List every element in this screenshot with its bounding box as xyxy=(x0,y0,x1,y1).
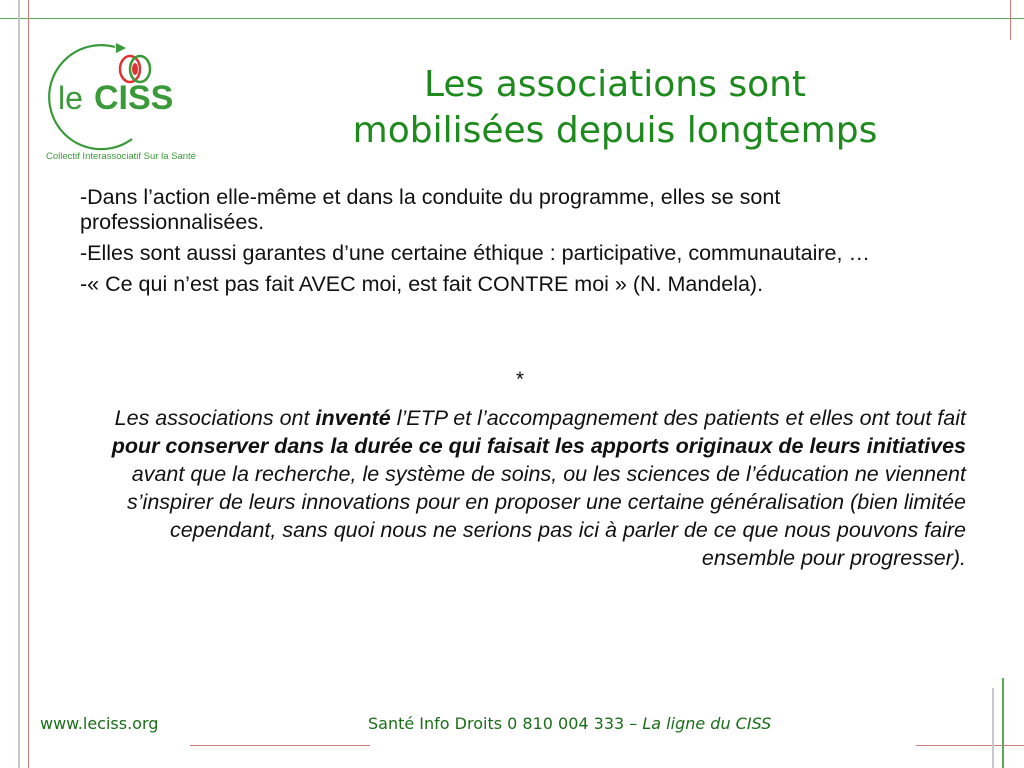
body-paragraph xyxy=(80,404,966,572)
footer-website-link[interactable]: www.leciss.org xyxy=(40,714,159,733)
separator-star: * xyxy=(515,368,525,391)
right-red-line xyxy=(1010,0,1011,40)
bullet-item: -Elles sont aussi garantes d’une certaine éthique : participative, communautaire, … xyxy=(80,241,870,265)
para-text-2: l’ETP et l’accompagnement des patients et elles ont tout fait xyxy=(390,406,966,430)
bullet-item: -« Ce qui n’est pas fait AVEC moi, est fait CONTRE moi » (N. Mandela). xyxy=(80,272,764,296)
para-text-3: avant que la recherche, le système de soins, ou les sciences de l’éducation ne viennent s’inspirer de leurs innovations pour en proposer une certaine généralisation (bien limitée cependant, sans quoi nous ne serions pas ici à parler de ce que nous pouvons faire ensemble pour progresser). xyxy=(127,462,966,570)
logo-le: le xyxy=(58,80,83,116)
para-bold-1: inventé xyxy=(315,406,391,430)
footer-red-line-mid xyxy=(190,745,370,746)
footer-info xyxy=(368,714,771,733)
title-line-1: Les associations sont xyxy=(423,64,807,105)
top-green-line xyxy=(0,18,1024,19)
para-text-1: Les associations ont xyxy=(114,406,316,430)
para-bold-2: pour conserver dans la durée ce qui faisait les apports originaux de leurs initiatives xyxy=(111,434,966,458)
logo-tagline: Collectif Interassociatif Sur la Santé xyxy=(46,151,196,162)
footer-info-italic: La ligne du CISS xyxy=(642,714,772,733)
bullet-list xyxy=(80,185,960,303)
slide-title xyxy=(260,62,970,154)
leciss-logo xyxy=(40,35,240,165)
logo-ciss: CISS xyxy=(94,79,174,117)
title-line-2: mobilisées depuis longtemps xyxy=(352,110,878,151)
footer-red-line-right xyxy=(916,745,1024,746)
bottom-right-gray-line xyxy=(992,688,994,768)
logo-graphic xyxy=(40,35,240,165)
footer-info-text: Santé Info Droits 0 810 004 333 – xyxy=(368,714,643,733)
bottom-right-green-line xyxy=(1002,678,1004,768)
bullet-item: -Dans l’action elle-même et dans la conduite du programme, elles se sont professionnalisées. xyxy=(80,185,781,234)
